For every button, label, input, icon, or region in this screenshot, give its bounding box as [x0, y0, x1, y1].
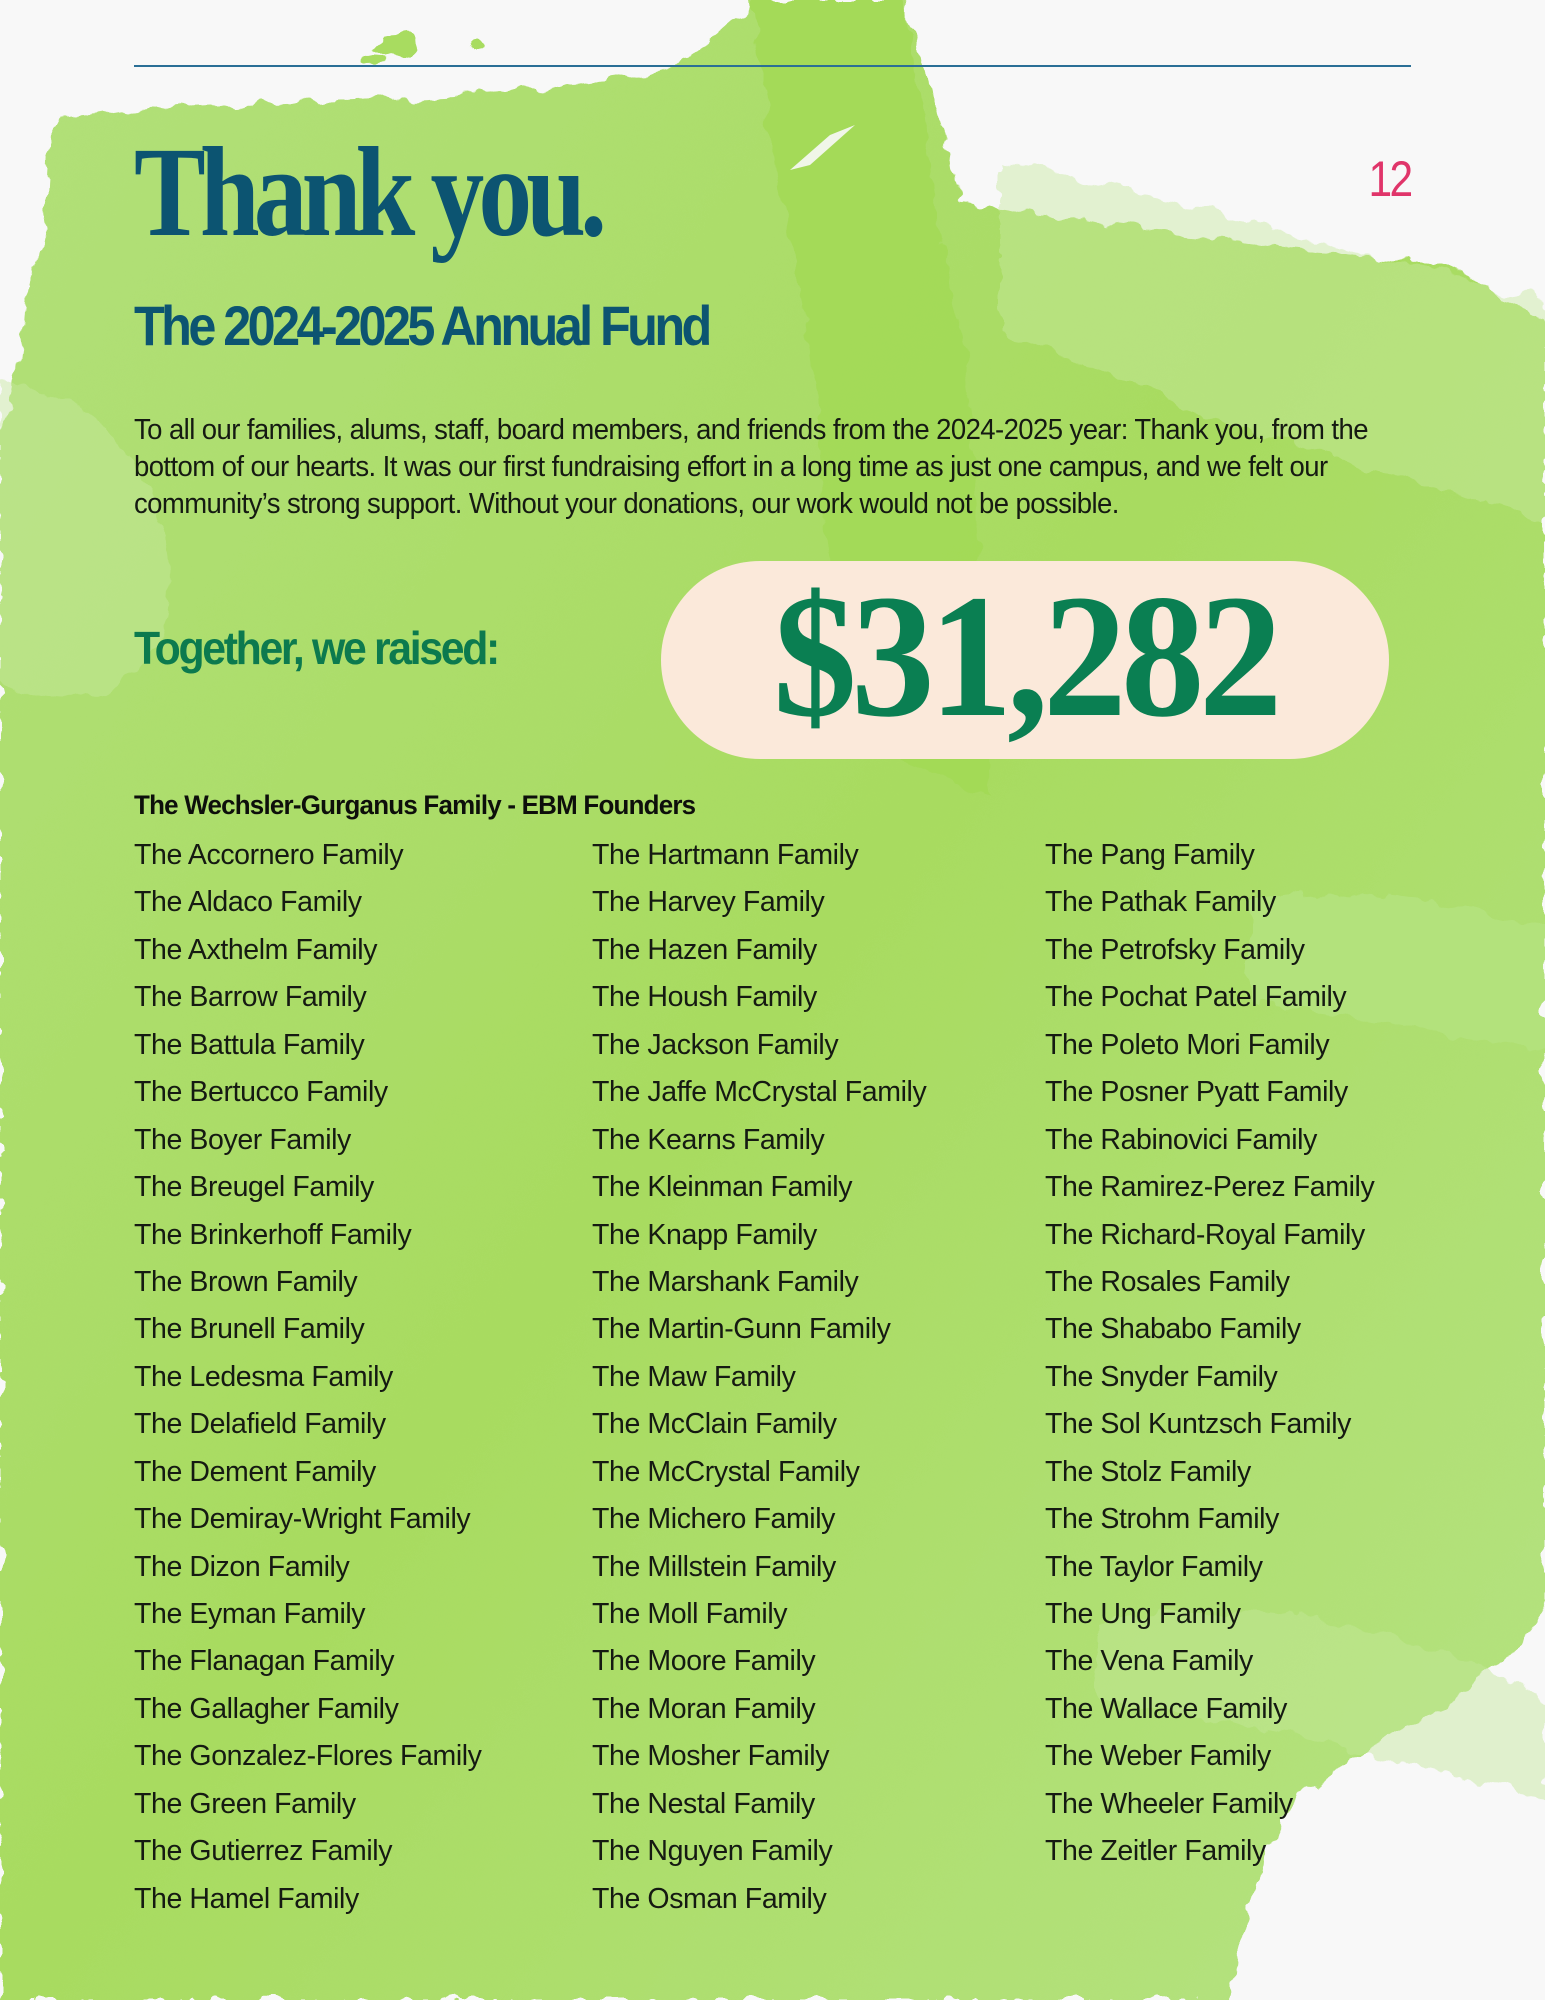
donor-name: The Bertucco Family: [134, 1076, 388, 1109]
donor-list: [134, 838, 1434, 1938]
donor-name: The Jackson Family: [592, 1028, 839, 1061]
donor-name: The Wheeler Family: [1045, 1787, 1293, 1820]
donor-name: The Breugel Family: [134, 1171, 374, 1204]
donor-name: The Vena Family: [1045, 1645, 1253, 1678]
donor-name: The Aldaco Family: [134, 886, 362, 919]
donor-name: The McCrystal Family: [592, 1455, 860, 1488]
donor-name: The Demiray-Wright Family: [134, 1503, 471, 1536]
donor-name: The Jaffe McCrystal Family: [592, 1076, 927, 1109]
donor-name: The Brunell Family: [134, 1313, 365, 1346]
donor-name: The Gallagher Family: [134, 1692, 399, 1725]
page-title: Thank you.: [134, 121, 602, 263]
donor-column-3: [1045, 838, 1374, 1882]
donor-name: The Battula Family: [134, 1028, 365, 1061]
donor-name: The Posner Pyatt Family: [1045, 1076, 1348, 1109]
donor-name: The Gutierrez Family: [134, 1835, 393, 1868]
donor-name: The Hazen Family: [592, 933, 817, 966]
donor-name: The Kearns Family: [592, 1123, 825, 1156]
donor-name: The Delafield Family: [134, 1408, 386, 1441]
header-rule: [134, 65, 1411, 67]
donor-name: The Richard-Royal Family: [1045, 1218, 1365, 1251]
donor-name: The Maw Family: [592, 1360, 796, 1393]
donor-name: The Zeitler Family: [1045, 1835, 1266, 1868]
donor-name: The Hamel Family: [134, 1882, 359, 1915]
donor-name: The Stolz Family: [1045, 1455, 1251, 1488]
donor-name: The Harvey Family: [592, 886, 825, 919]
donor-name: The Kleinman Family: [592, 1171, 853, 1204]
donor-name: The Snyder Family: [1045, 1360, 1278, 1393]
donor-column-1: [134, 838, 482, 1929]
donor-name: The Weber Family: [1045, 1740, 1271, 1773]
donor-name: The Petrofsky Family: [1045, 933, 1305, 966]
donor-name: The Brown Family: [134, 1265, 358, 1298]
page-subtitle: The 2024-2025 Annual Fund: [134, 294, 709, 357]
donor-name: The Axthelm Family: [134, 933, 378, 966]
donor-name: The Pathak Family: [1045, 886, 1276, 919]
donor-name: The Rosales Family: [1045, 1265, 1290, 1298]
donor-column-2: [592, 838, 926, 1929]
donor-name: The Ramirez-Perez Family: [1045, 1171, 1375, 1204]
donor-name: The Millstein Family: [592, 1550, 836, 1583]
donor-name: The Nestal Family: [592, 1787, 815, 1820]
donor-name: The Barrow Family: [134, 981, 367, 1014]
founders-heading: The Wechsler-Gurganus Family - EBM Founders: [134, 790, 696, 820]
donor-name: The Marshank Family: [592, 1265, 859, 1298]
donor-name: The Eyman Family: [134, 1598, 366, 1630]
donor-name: The Sol Kuntzsch Family: [1045, 1408, 1351, 1441]
amount-raised-badge: [661, 561, 1389, 759]
donor-name: The Boyer Family: [134, 1123, 351, 1156]
donor-name: The Moran Family: [592, 1692, 816, 1725]
donor-name: The Hartmann Family: [592, 839, 859, 871]
donor-name: The Accornero Family: [134, 839, 404, 871]
donor-name: The Moll Family: [592, 1598, 788, 1630]
donor-name: The Dement Family: [134, 1455, 376, 1488]
donor-name: The Pochat Patel Family: [1045, 981, 1347, 1014]
amount-raised: $31,282: [773, 559, 1277, 754]
donor-name: The Wallace Family: [1045, 1692, 1287, 1725]
donor-name: The Martin-Gunn Family: [592, 1313, 891, 1346]
donor-name: The Ung Family: [1045, 1598, 1241, 1630]
donor-name: The Green Family: [134, 1787, 356, 1820]
donor-name: The Ledesma Family: [134, 1360, 393, 1393]
donor-name: The Poleto Mori Family: [1045, 1028, 1330, 1061]
intro-paragraph: To all our families, alums, staff, board members, and friends from the 2024-2025 year: Thank you, from the bottom of our hearts. It was our first fundraising effort in a long time as just one campus, and we felt our community’s strong support. Without your donations, our work would not be possible.: [134, 414, 1368, 520]
page-number: 12: [1368, 151, 1411, 207]
donor-name: The Pang Family: [1045, 839, 1255, 871]
donor-name: The Knapp Family: [592, 1218, 817, 1251]
donor-name: The Rabinovici Family: [1045, 1123, 1317, 1156]
donor-name: The McClain Family: [592, 1408, 837, 1441]
donor-name: The Taylor Family: [1045, 1550, 1263, 1583]
donor-name: The Flanagan Family: [134, 1645, 395, 1678]
donor-name: The Gonzalez-Flores Family: [134, 1740, 482, 1773]
donor-name: The Brinkerhoff Family: [134, 1218, 412, 1251]
donor-name: The Moore Family: [592, 1645, 816, 1678]
raised-label: Together, we raised:: [134, 622, 498, 674]
donor-name: The Strohm Family: [1045, 1503, 1279, 1536]
donor-name: The Michero Family: [592, 1503, 836, 1536]
donor-name: The Mosher Family: [592, 1740, 830, 1773]
donor-name: The Housh Family: [592, 981, 817, 1014]
donor-name: The Dizon Family: [134, 1550, 350, 1583]
donor-name: The Osman Family: [592, 1882, 827, 1915]
donor-name: The Shababo Family: [1045, 1313, 1301, 1346]
donor-name: The Nguyen Family: [592, 1835, 833, 1868]
